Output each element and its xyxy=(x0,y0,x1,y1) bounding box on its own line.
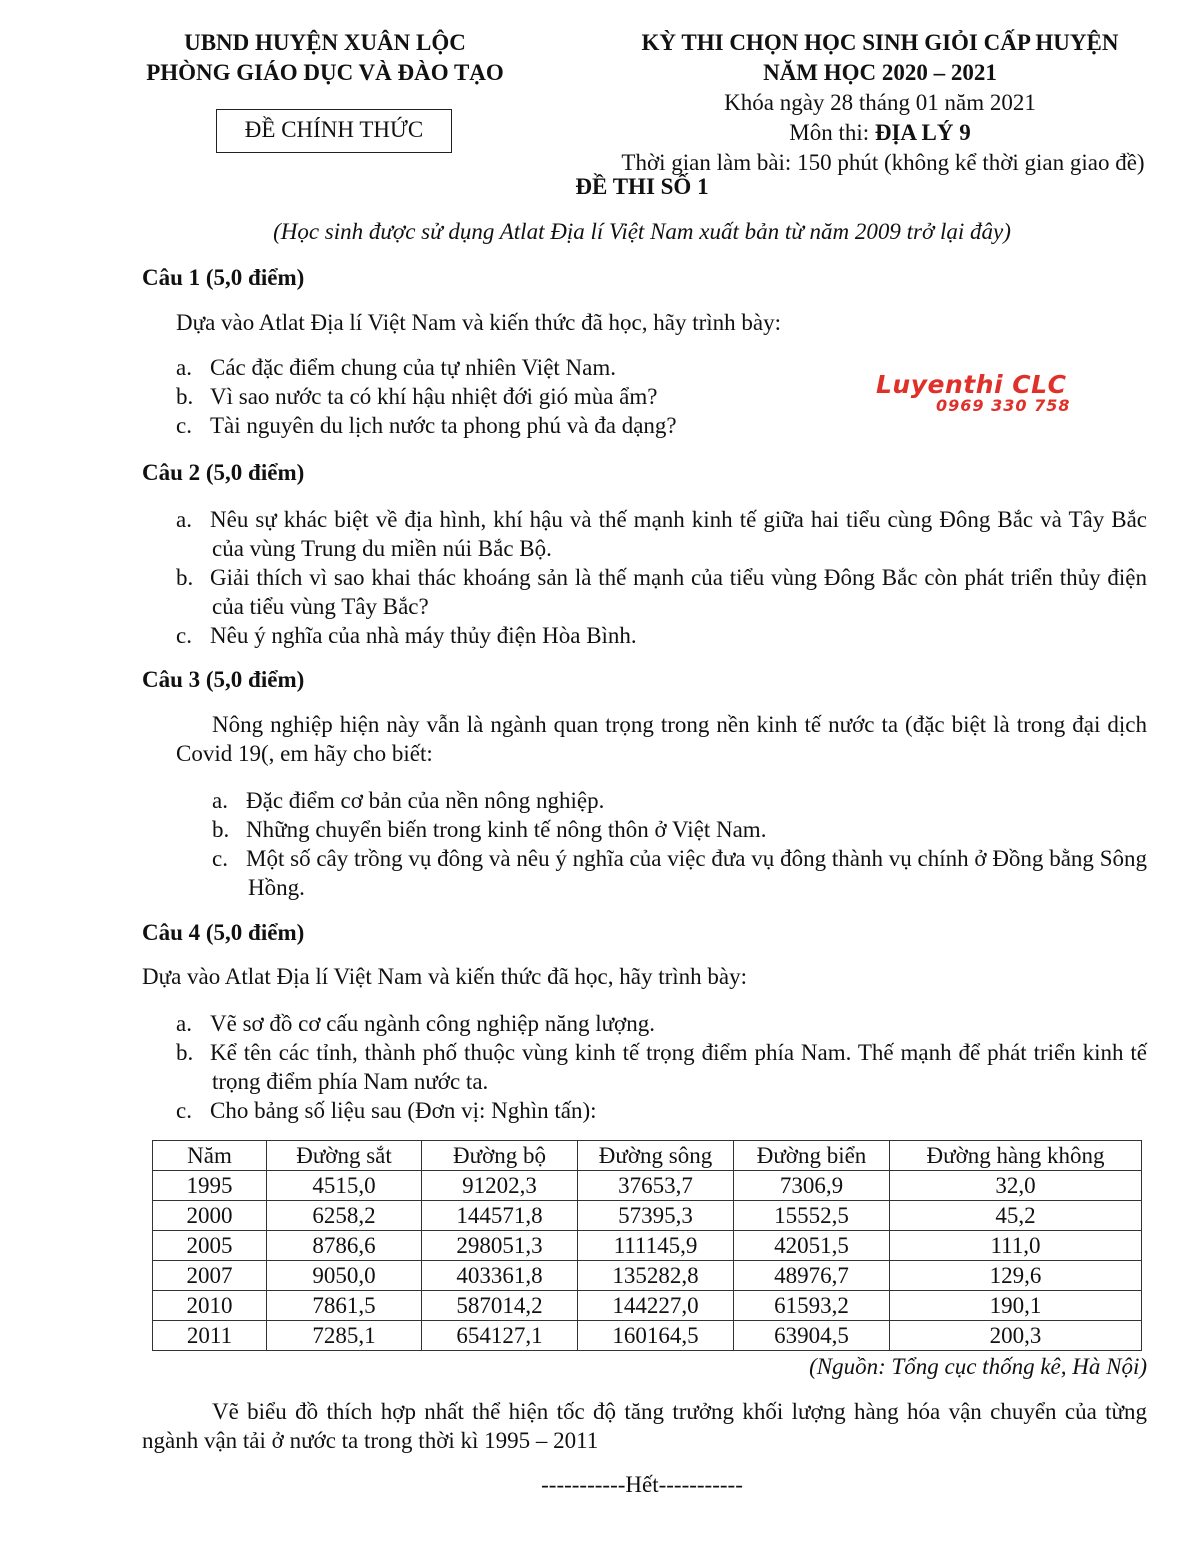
item-text: Vì sao nước ta có khí hậu nhiệt đới gió mùa ẩm? xyxy=(210,384,658,409)
watermark-phone: 0969 330 758 xyxy=(936,396,1071,415)
table-cell: 48976,7 xyxy=(734,1261,890,1291)
table-header-cell: Đường sông xyxy=(578,1141,734,1171)
table-cell: 7306,9 xyxy=(734,1171,890,1201)
item-text: Các đặc điểm chung của tự nhiên Việt Nam. xyxy=(210,355,617,380)
question-1-item-a xyxy=(176,355,616,381)
item-label: a. xyxy=(212,788,228,813)
table-cell: 135282,8 xyxy=(578,1261,734,1291)
table-cell: 129,6 xyxy=(890,1261,1142,1291)
question-2-item-b xyxy=(176,563,1147,621)
table-cell: 144227,0 xyxy=(578,1291,734,1321)
item-label: c. xyxy=(176,1098,192,1123)
item-label: b. xyxy=(176,565,194,590)
table-cell: 45,2 xyxy=(890,1201,1142,1231)
table-cell: 200,3 xyxy=(890,1321,1142,1351)
exam-title-line-2: NĂM HỌC 2020 – 2021 xyxy=(763,60,997,85)
item-text: Vẽ sơ đồ cơ cấu ngành công nghiệp năng lượng. xyxy=(210,1011,655,1036)
item-text: Một số cây trồng vụ đông và nêu ý nghĩa của việc đưa vụ đông thành vụ chính ở Đồng bằng Sông Hồng. xyxy=(246,846,1147,900)
table-cell: 403361,8 xyxy=(422,1261,578,1291)
table-cell: 63904,5 xyxy=(734,1321,890,1351)
exam-duration: Thời gian làm bài: 150 phút (không kể thời gian giao đề) xyxy=(621,150,1145,175)
table-cell: 61593,2 xyxy=(734,1291,890,1321)
table-cell: 2007 xyxy=(153,1261,267,1291)
table-cell: 111145,9 xyxy=(578,1231,734,1261)
question-3-intro: Nông nghiệp hiện này vẫn là ngành quan trọng trong nền kinh tế nước ta (đặc biệt là trong đại dịch Covid 19(, em hãy cho biết: xyxy=(176,712,1147,766)
table-cell: 654127,1 xyxy=(422,1321,578,1351)
table-cell: 2010 xyxy=(153,1291,267,1321)
table-header-cell: Đường sắt xyxy=(267,1141,422,1171)
table-cell: 298051,3 xyxy=(422,1231,578,1261)
question-4-title: Câu 4 (5,0 điểm) xyxy=(142,920,305,945)
question-3-item-c xyxy=(212,844,1147,902)
table-cell: 9050,0 xyxy=(267,1261,422,1291)
exam-header-block xyxy=(580,28,1180,178)
table-cell: 144571,8 xyxy=(422,1201,578,1231)
item-label: c. xyxy=(176,623,192,648)
table-source: (Nguồn: Tổng cục thống kê, Hà Nội) xyxy=(809,1354,1147,1379)
question-1-title: Câu 1 (5,0 điểm) xyxy=(142,265,305,290)
question-2-title: Câu 2 (5,0 điểm) xyxy=(142,460,305,485)
table-cell: 111,0 xyxy=(890,1231,1142,1261)
question-4-item-b xyxy=(176,1038,1147,1096)
item-text: Tài nguyên du lịch nước ta phong phú và đa dạng? xyxy=(210,413,677,438)
item-text: Cho bảng số liệu sau (Đơn vị: Nghìn tấn): xyxy=(210,1098,597,1123)
question-1-intro: Dựa vào Atlat Địa lí Việt Nam và kiến thức đã học, hãy trình bày: xyxy=(176,310,781,335)
item-text: Đặc điểm cơ bản của nền nông nghiệp. xyxy=(246,788,605,813)
exam-date: Khóa ngày 28 tháng 01 năm 2021 xyxy=(724,90,1036,115)
table-cell: 37653,7 xyxy=(578,1171,734,1201)
official-label-box xyxy=(216,109,452,153)
issuer-line-2: PHÒNG GIÁO DỤC VÀ ĐÀO TẠO xyxy=(146,60,504,85)
table-row xyxy=(153,1231,1142,1261)
item-label: b. xyxy=(176,1040,194,1065)
question-2-item-a xyxy=(176,505,1147,563)
end-marker: -----------Hết----------- xyxy=(541,1472,743,1497)
item-label: b. xyxy=(212,817,230,842)
item-text: Những chuyển biến trong kinh tế nông thôn ở Việt Nam. xyxy=(246,817,767,842)
item-text: Giải thích vì sao khai thác khoáng sản là thế mạnh của tiểu vùng Đông Bắc còn phát triển thủy điện của tiểu vùng Tây Bắc? xyxy=(210,565,1147,619)
table-cell: 15552,5 xyxy=(734,1201,890,1231)
table-cell: 91202,3 xyxy=(422,1171,578,1201)
table-header-cell: Đường hàng không xyxy=(890,1141,1142,1171)
item-label: a. xyxy=(176,507,192,532)
question-1-item-b xyxy=(176,384,658,410)
table-cell: 160164,5 xyxy=(578,1321,734,1351)
freight-volume-table xyxy=(152,1140,1142,1351)
question-3-item-b xyxy=(212,815,1147,844)
table-cell: 1995 xyxy=(153,1171,267,1201)
table-cell: 7861,5 xyxy=(267,1291,422,1321)
official-label: ĐỀ CHÍNH THỨC xyxy=(244,117,424,142)
subject-name: ĐỊA LÝ 9 xyxy=(874,120,971,145)
item-text: Nêu sự khác biệt về địa hình, khí hậu và thế mạnh kinh tế giữa hai tiểu cùng Đông Bắc và Tây Bắc của vùng Trung du miền núi Bắc Bộ. xyxy=(210,507,1147,561)
issuer-line-1: UBND HUYỆN XUÂN LỘC xyxy=(184,30,466,55)
table-header-cell: Đường biển xyxy=(734,1141,890,1171)
atlas-note: (Học sinh được sử dụng Atlat Địa lí Việt Nam xuất bản từ năm 2009 trở lại đây) xyxy=(273,219,1011,244)
table-row xyxy=(153,1171,1142,1201)
table-cell: 2005 xyxy=(153,1231,267,1261)
table-header-cell: Năm xyxy=(153,1141,267,1171)
question-3-item-a xyxy=(212,786,1147,815)
exam-subject-line xyxy=(580,118,1180,148)
table-header-row xyxy=(153,1141,1142,1171)
exam-title-line-1: KỲ THI CHỌN HỌC SINH GIỎI CẤP HUYỆN xyxy=(641,30,1119,55)
question-4-item-a xyxy=(176,1009,1147,1038)
question-1-item-c xyxy=(176,413,677,439)
item-label: c. xyxy=(212,846,228,871)
table-cell: 4515,0 xyxy=(267,1171,422,1201)
question-2-item-c xyxy=(176,621,1147,650)
table-row xyxy=(153,1261,1142,1291)
item-text: Nêu ý nghĩa của nhà máy thủy điện Hòa Bình. xyxy=(210,623,637,648)
table-cell: 190,1 xyxy=(890,1291,1142,1321)
table-cell: 6258,2 xyxy=(267,1201,422,1231)
item-label: b. xyxy=(176,384,194,409)
table-cell: 57395,3 xyxy=(578,1201,734,1231)
watermark-name: Luyenthi CLC xyxy=(876,370,1067,399)
table-cell: 7285,1 xyxy=(267,1321,422,1351)
item-label: a. xyxy=(176,1011,192,1036)
table-cell: 587014,2 xyxy=(422,1291,578,1321)
question-3-title: Câu 3 (5,0 điểm) xyxy=(142,667,305,692)
table-row xyxy=(153,1291,1142,1321)
table-cell: 2011 xyxy=(153,1321,267,1351)
item-label: a. xyxy=(176,355,192,380)
final-task: Vẽ biểu đồ thích hợp nhất thể hiện tốc độ tăng trưởng khối lượng hàng hóa vận chuyển của từng ngành vận tải ở nước ta trong thời kì 1995 – 2011 xyxy=(142,1399,1147,1453)
exam-number: ĐỀ THI SỐ 1 xyxy=(575,174,709,199)
question-4-item-c xyxy=(176,1096,1147,1125)
table-cell: 32,0 xyxy=(890,1171,1142,1201)
table-row xyxy=(153,1201,1142,1231)
table-cell: 2000 xyxy=(153,1201,267,1231)
watermark-logo xyxy=(872,372,1098,418)
table-cell: 42051,5 xyxy=(734,1231,890,1261)
subject-prefix: Môn thi: xyxy=(789,120,875,145)
table-header-cell: Đường bộ xyxy=(422,1141,578,1171)
item-label: c. xyxy=(176,413,192,438)
table-cell: 8786,6 xyxy=(267,1231,422,1261)
issuer-block xyxy=(95,28,555,88)
table-row xyxy=(153,1321,1142,1351)
item-text: Kể tên các tỉnh, thành phố thuộc vùng kinh tế trọng điểm phía Nam. Thế mạnh để phát triển kinh tế trọng điểm phía Nam nước ta. xyxy=(210,1040,1147,1094)
question-4-intro: Dựa vào Atlat Địa lí Việt Nam và kiến thức đã học, hãy trình bày: xyxy=(142,964,747,989)
